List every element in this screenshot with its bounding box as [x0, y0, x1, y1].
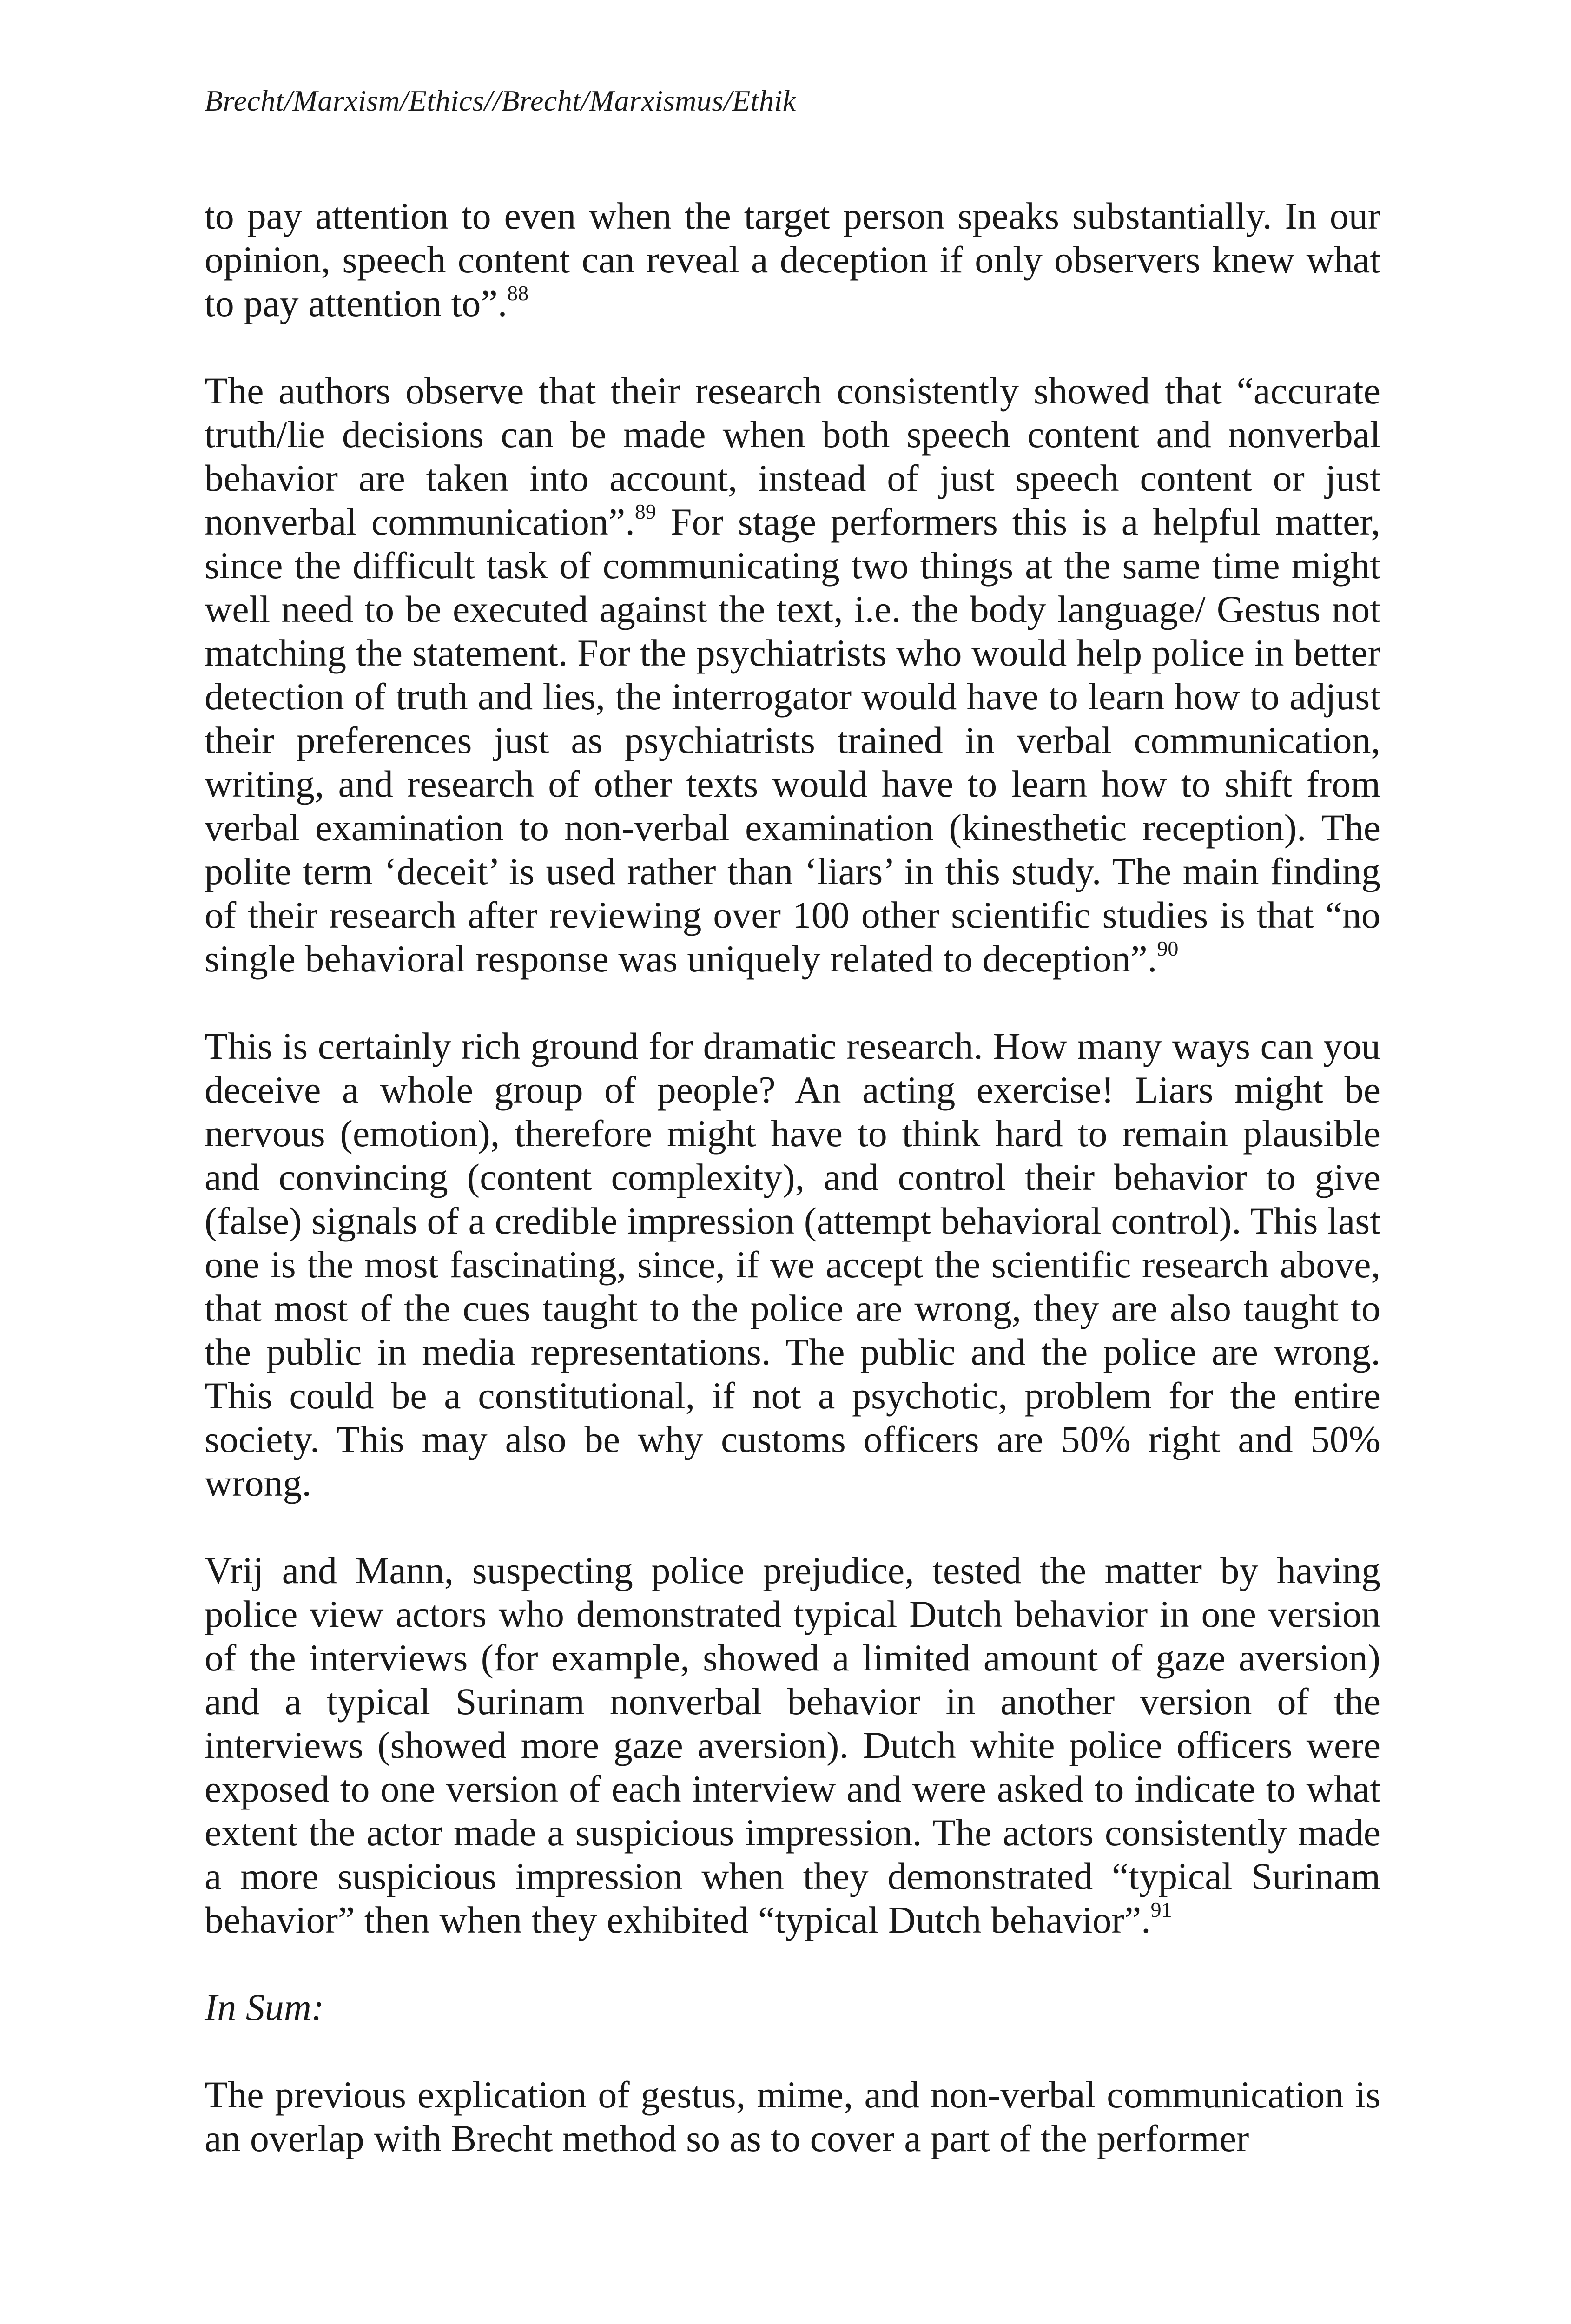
paragraph-4	[205, 1549, 1380, 1942]
footnote-ref-90: 90	[1157, 937, 1179, 960]
paragraph-1-text: to pay attention to even when the target person speaks substantially. In our opinion, speech content can reveal a deception if only observers knew what to pay attention to”.	[205, 195, 1380, 324]
closing-paragraph: The previous explication of gestus, mime, and non-verbal communication is an overlap with Brecht method so as to cover a part of the performer	[205, 2073, 1380, 2159]
paragraph-1	[205, 194, 1380, 325]
paragraph-2-text: The authors observe that their research consistently showed that “accurate truth/lie decisions can be made when both speech content and nonverbal behavior are taken into account, instead of just speech content or just nonverbal communication”.	[205, 370, 1380, 543]
paragraph-2-text-continued: For stage performers this is a helpful matter, since the difficult task of communicating two things at the same time might well need to be executed against the text, i.e. the body language/ Gestus not matching the statement. For the psychiatrists who would help police in better detection of truth and lies, the interrogator would have to learn how to adjust their preferences just as psychiatrists trained in verbal communication, writing, and research of other texts would have to learn how to shift from verbal examination to non-verbal examination (kinesthetic reception). The polite term ‘deceit’ is used rather than ‘liars’ in this study. The main finding of their research after reviewing over 100 other scientific studies is that “no single behavioral response was uniquely related to deception”.	[205, 501, 1380, 980]
paragraph-4-text: Vrij and Mann, suspecting police prejudice, tested the matter by having police view actors who demonstrated typical Dutch behavior in one version of the interviews (for example, showed a limited amount of gaze aversion) and a typical Surinam nonverbal behavior in another version of the interviews (showed more gaze aversion). Dutch white police officers were exposed to one version of each interview and were asked to indicate to what extent the actor made a suspicious impression. The actors consistently made a more suspicious impression when they demonstrated “typical Surinam behavior” then when they exhibited “typical Dutch behavior”.	[205, 1549, 1380, 1941]
body-text	[205, 194, 1380, 2160]
footnote-ref-89: 89	[634, 500, 656, 523]
footnote-ref-88: 88	[507, 281, 529, 305]
running-head: Brecht/Marxism/Ethics//Brecht/Marxismus/Ethik	[205, 84, 796, 117]
footnote-ref-91: 91	[1150, 1898, 1172, 1921]
paragraph-3-text: This is certainly rich ground for dramatic research. How many ways can you deceive a whole group of people? An acting exercise! Liars might be nervous (emotion), therefore might have to think hard to remain plausible and convincing (content complexity), and control their behavior to give (false) signals of a credible impression (attempt behavioral control). This last one is the most fascinating, since, if we accept the scientific research above, that most of the cues taught to the police are wrong, they are also taught to the public in media representations. The public and the police are wrong. This could be a constitutional, if not a psychotic, problem for the entire society. This may also be why customs officers are 50% right and 50% wrong.	[205, 1025, 1380, 1504]
paragraph-3	[205, 1024, 1380, 1505]
paragraph-2	[205, 369, 1380, 981]
section-heading: In Sum:	[205, 1986, 324, 2028]
